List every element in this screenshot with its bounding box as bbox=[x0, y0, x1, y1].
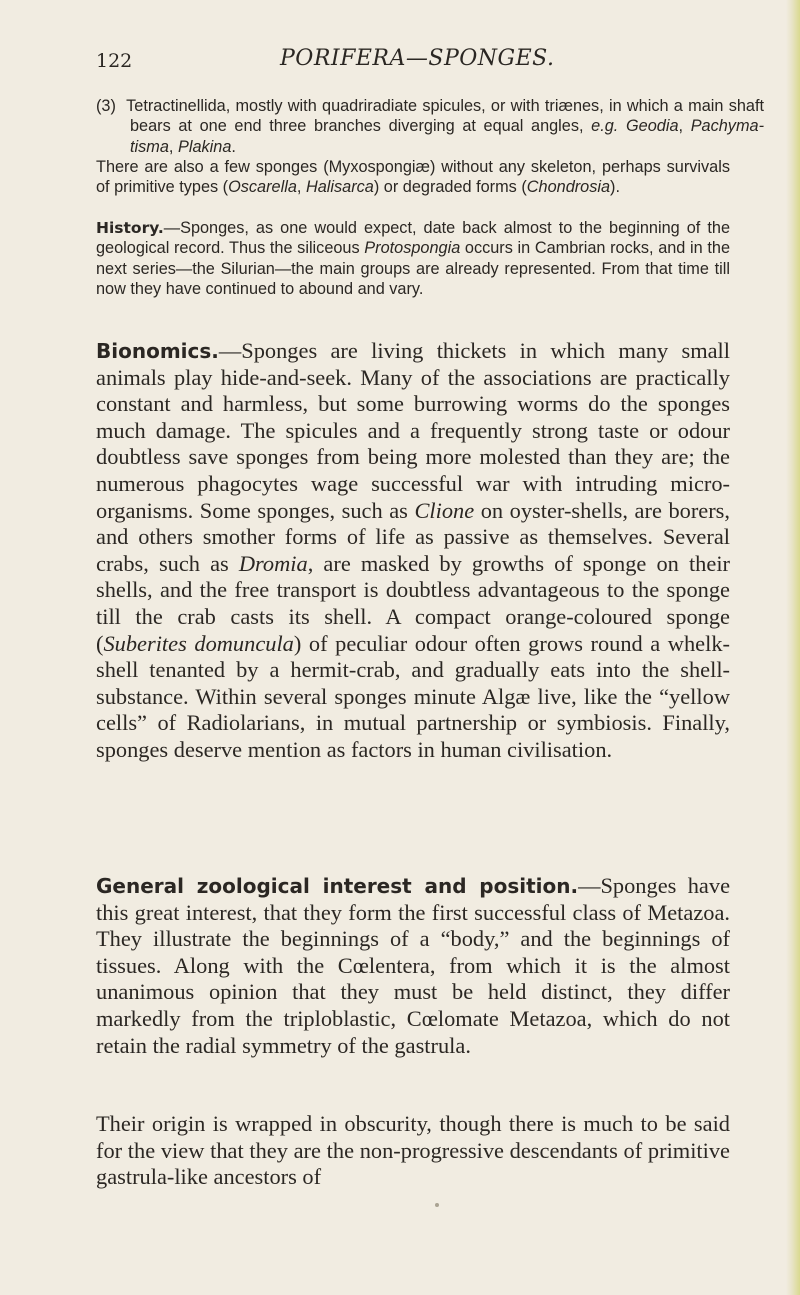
bionomics-heading: Bionomics. bbox=[96, 339, 219, 363]
history-paragraph: History.—Sponges, as one would expect, date back almost to the beginning of the geological record. Thus the siliceous Protospongia occurs in Cambrian rocks, and in the next series—the Silurian—the main groups are already represented. From that time till now they have continued to abound and vary. bbox=[96, 219, 730, 299]
running-title: PORIFERA—SPONGES. bbox=[280, 46, 555, 71]
origin-paragraph: Their origin is wrapped in obscurity, though there is much to be said for the view that they are the non-progressive descendants of primitive gastrula-like ancestors of bbox=[96, 1111, 730, 1190]
general-interest-paragraph: General zoological interest and position.—Sponges have this great interest, that they form the first successful class of Metazoa. They illustrate the beginnings of a “body,” and the beginnings of tissues. Along with the Cœlentera, from which it is the almost unanimous opinion that they must be held distinct, they differ markedly from the triploblastic, Cœlomate Metazoa, which do not retain the radial symmetry of the gastrula. bbox=[96, 873, 731, 1058]
page-edge bbox=[786, 0, 800, 1295]
page-header bbox=[96, 46, 704, 76]
bionomics-paragraph: Bionomics.—Sponges are living thickets in which many small animals play hide-and-seek. Many of the associations are practically constant and harmless, but some burrowing worms do the sponges much damage. The spicules and a frequently strong taste or odour doubtless save sponges from being more molested than they are; the numerous phagocytes wage successful war with intruding micro-organisms. Some sponges, such as Clione on oyster-shells, are borers, and others smother forms of life as passive as themselves. Several crabs, such as Dromia, are masked by growths of sponge on their shells, and the free transport is doubtless advantageous to the sponge till the crab casts its shell. A compact orange-coloured sponge (Suberites domuncula) of peculiar odour often grows round a whelk-shell tenanted by a hermit-crab, and gradually eats into the shell-substance. Within several sponges minute Algæ live, like the “yellow cells” of Radiolarians, in mutual partnership or symbiosis. Finally, sponges deserve mention as factors in human civilisation. bbox=[96, 338, 730, 762]
general-heading: General zoological interest and position. bbox=[96, 874, 579, 898]
myxospongiae-paragraph: There are also a few sponges (Myxospongiæ) without any skeleton, perhaps survivals of primitive types (Oscarella, Halisarca) or degraded forms (Chondrosia). bbox=[96, 158, 730, 197]
page-number: 122 bbox=[96, 50, 133, 72]
item-number: (3) bbox=[96, 97, 116, 115]
item-tetractinellida: (3) Tetractinellida, mostly with quadriradiate spicules, or with triænes, in which a main shaft bears at one end three branches diverging at equal angles, e.g. Geodia, Pachymatisma, Plakina. bbox=[96, 97, 764, 156]
history-heading: History. bbox=[96, 219, 164, 237]
speck bbox=[435, 1203, 439, 1207]
